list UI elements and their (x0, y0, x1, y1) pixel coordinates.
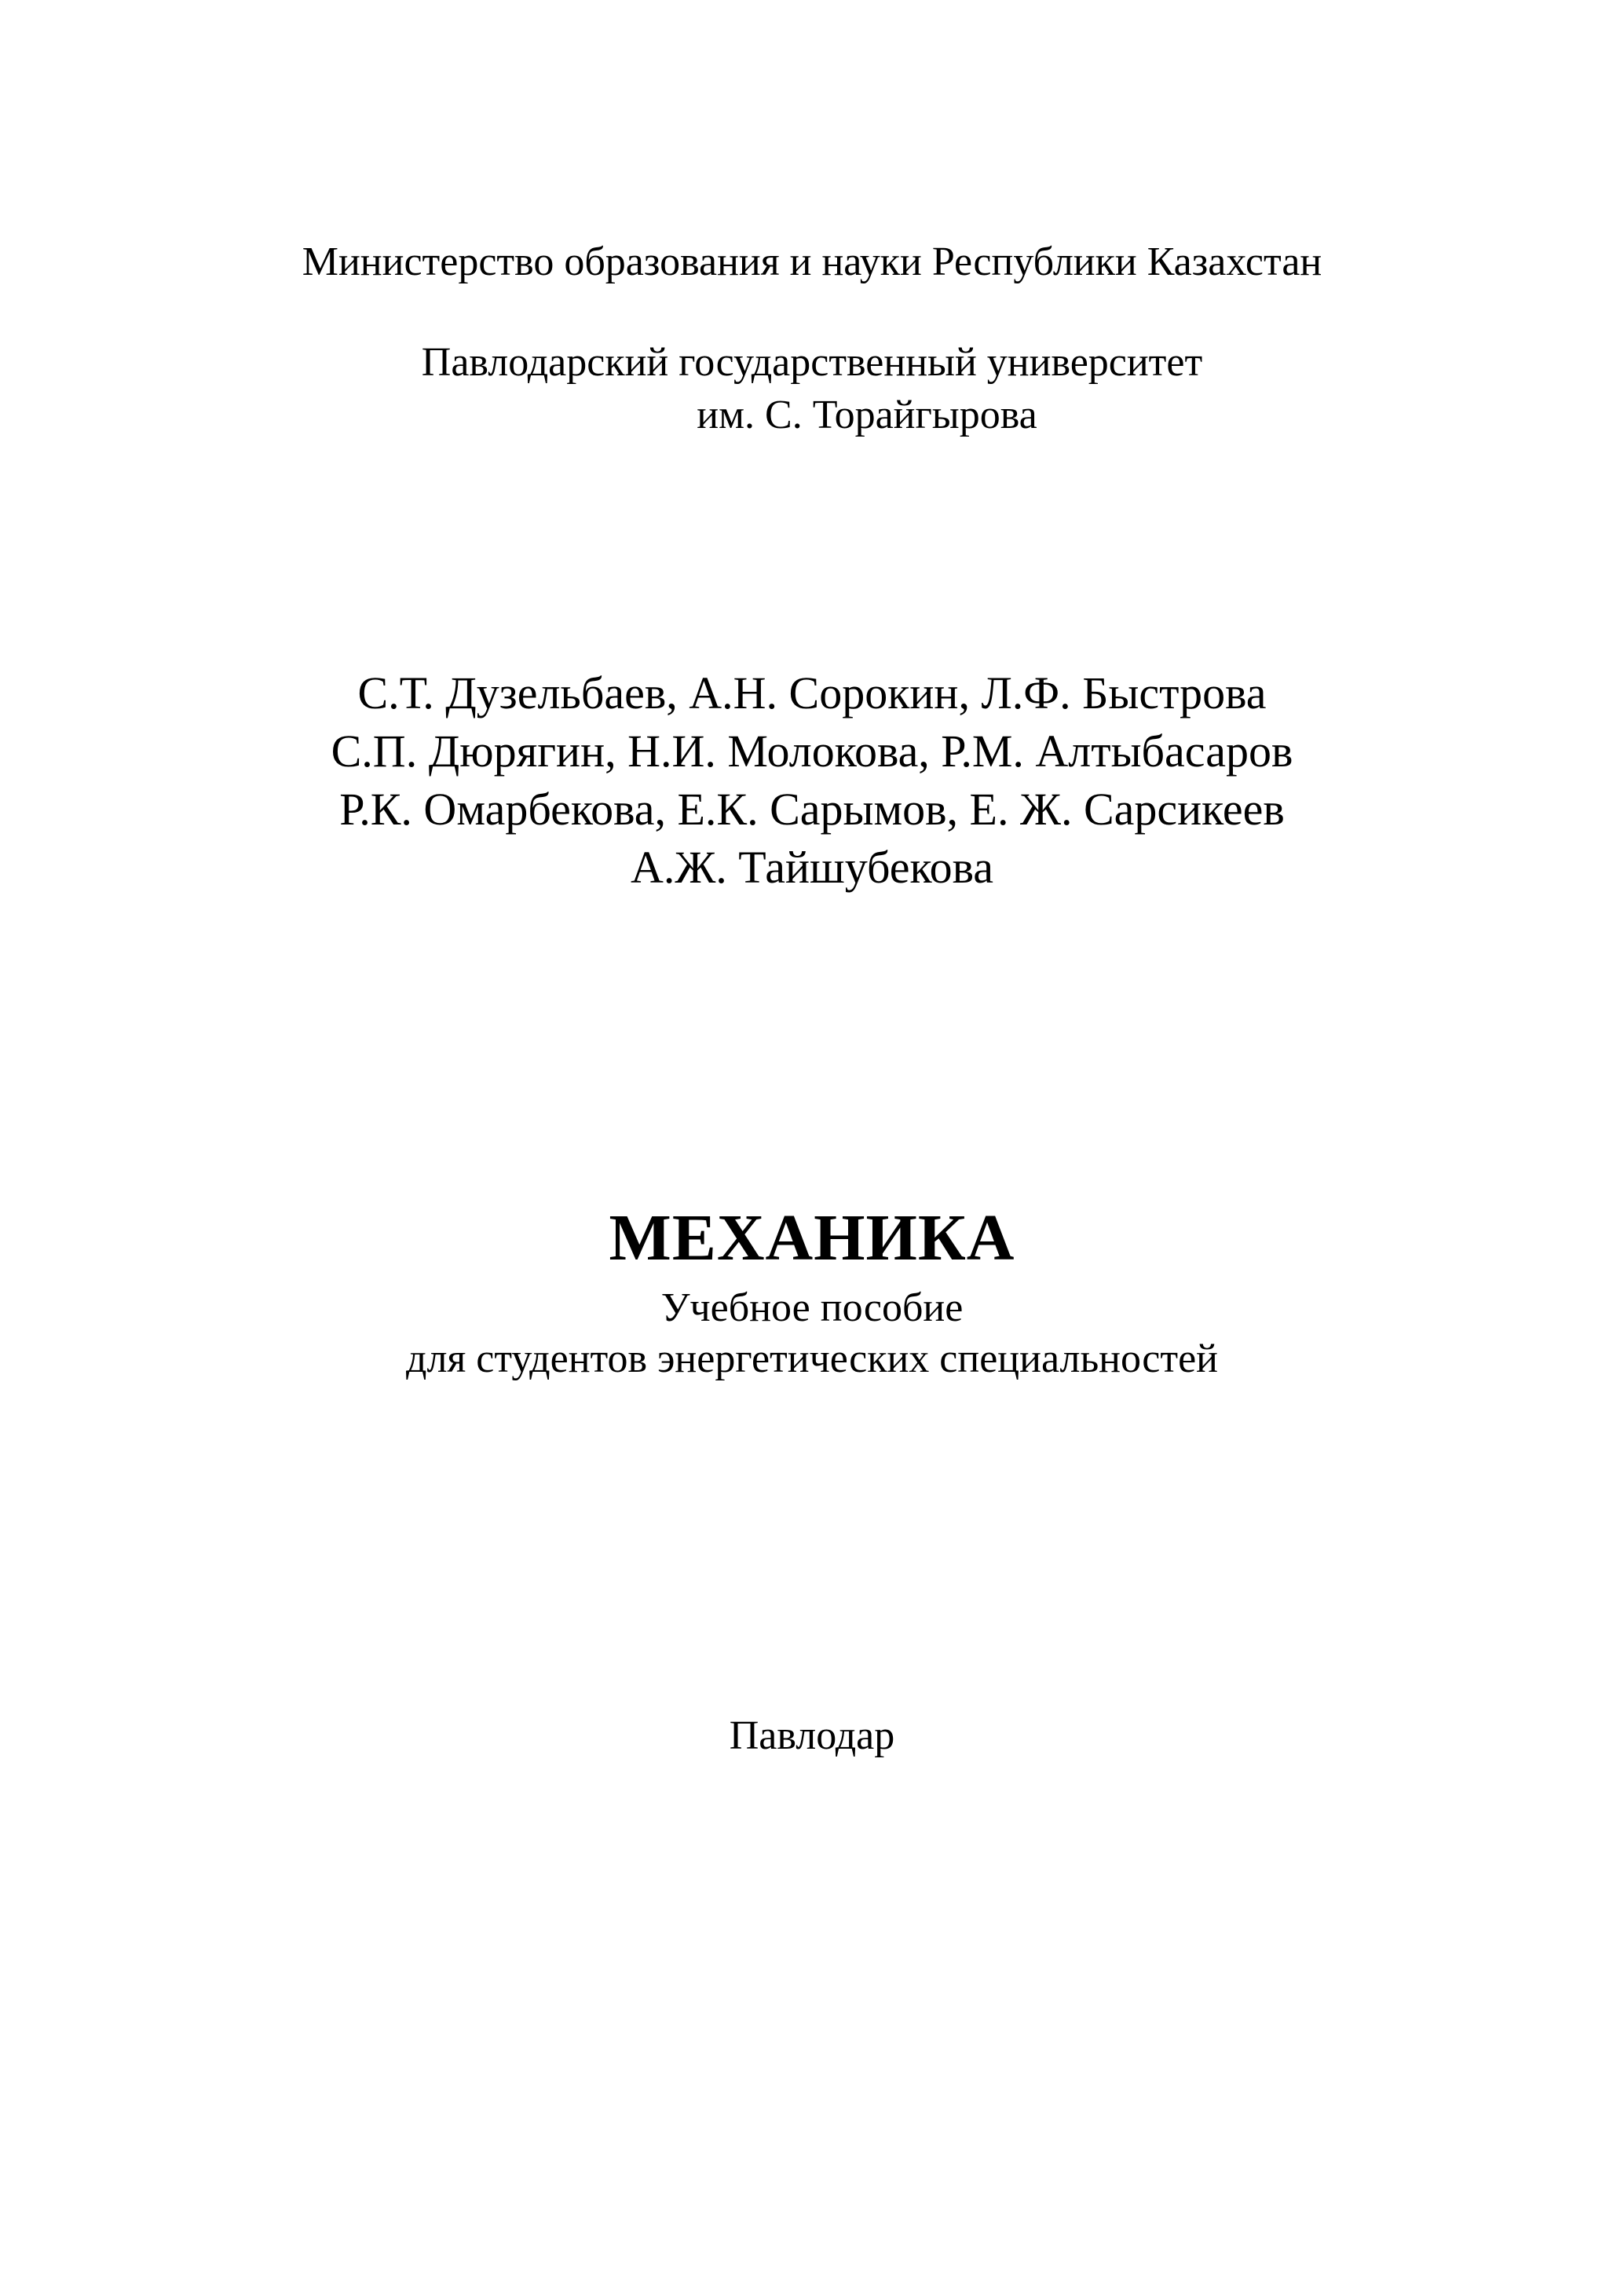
publication-city: Павлодар (729, 1713, 895, 1758)
book-title: МЕХАНИКА (609, 1201, 1015, 1274)
university-name-line2: им. С. Торайгырова (697, 393, 1037, 437)
authors-line-2: С.П. Дюрягин, Н.И. Молокова, Р.М. Алтыбасаров (331, 726, 1293, 777)
book-subtitle: Учебное пособие (660, 1285, 964, 1330)
ministry-heading: Министерство образования и науки Республики Казахстан (302, 239, 1322, 284)
book-audience: для студентов энергетических специальностей (405, 1336, 1218, 1381)
university-name-line1: Павлодарский государственный университет (421, 340, 1203, 385)
authors-line-4: А.Ж. Тайшубекова (630, 842, 994, 893)
authors-line-3: Р.К. Омарбекова, Е.К. Сарымов, Е. Ж. Сарсикеев (339, 784, 1285, 835)
authors-line-1: С.Т. Дузельбаев, А.Н. Сорокин, Л.Ф. Быстрова (357, 667, 1267, 718)
